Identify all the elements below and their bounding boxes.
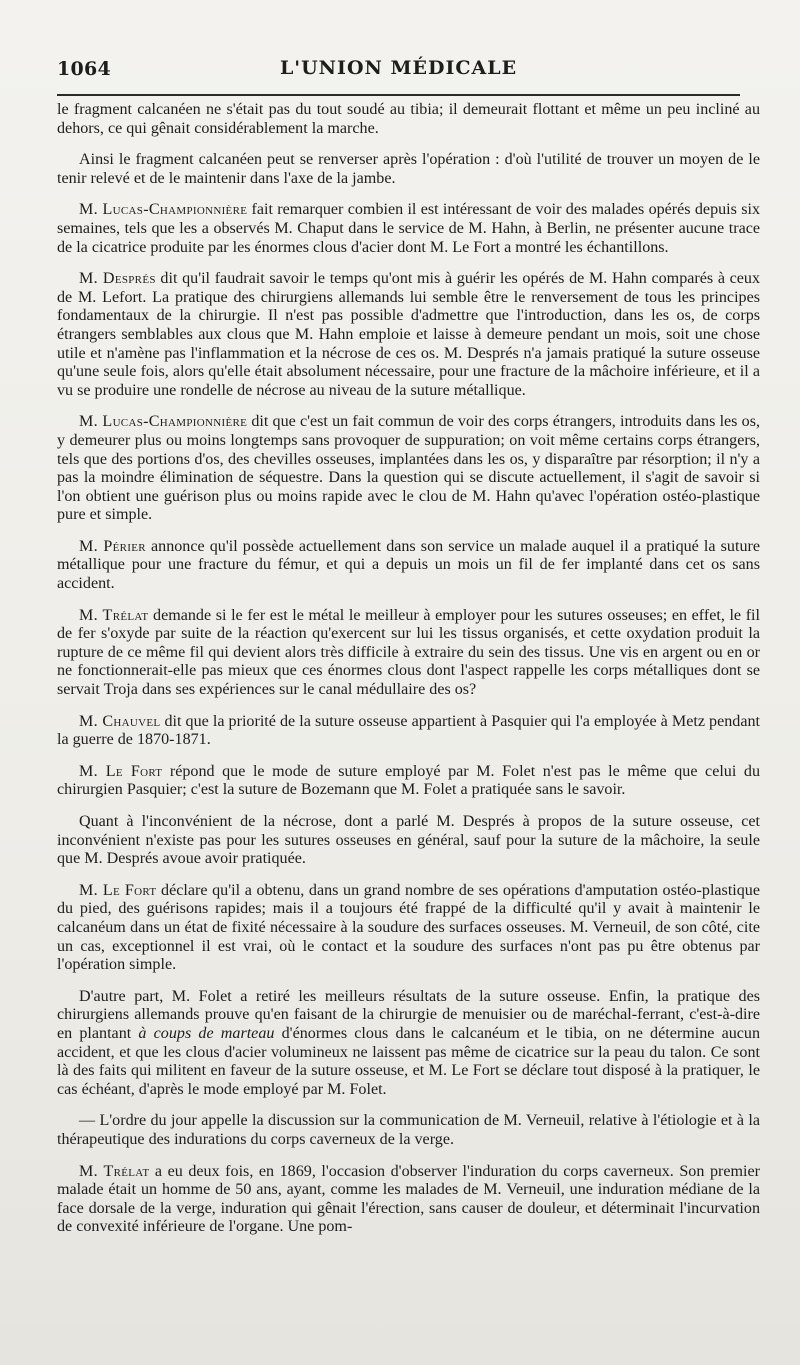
italic-phrase: à coups de marteau bbox=[138, 1024, 275, 1042]
paragraph: M. Chauvel dit que la priorité de la suture osseuse appartient à Pasquier qui l'a employée à Metz pendant la guerre de 1870-1871. bbox=[57, 712, 760, 749]
paragraph: M. Trélat a eu deux fois, en 1869, l'occasion d'observer l'induration du corps caverneux. Son premier malade était un homme de 50 ans, ayant, comme les malades de M. Verneuil, une induration médiane de la face dorsale de la verge, induration qui gênait l'érection, sans causer de douleur, et déterminait l'incurvation de convexité inférieure de l'organe. Une pom- bbox=[57, 1162, 760, 1236]
paragraph: M. Trélat demande si le fer est le métal le meilleur à employer pour les sutures osseuses; en effet, le fil de fer s'oxyde par suite de la réaction qu'exercent sur lui les tissus organisés, et cette oxydation produit la rupture de ce même fil qui devient alors très difficile à extraire du sein des tissus. Une vis en argent ou en or ne fonctionnerait-elle pas mieux que ces énormes clous dont l'aspect rappelle les corps métalliques dont se servait Troja dans ses expériences sur le canal médullaire des os? bbox=[57, 606, 760, 699]
paragraph: Ainsi le fragment calcanéen peut se renverser après l'opération : d'où l'utilité de trouver un moyen de le tenir relevé et de le maintenir dans l'axe de la jambe. bbox=[57, 151, 760, 187]
paragraph: M. Le Fort répond que le mode de suture employé par M. Folet n'est pas le même que celui du chirurgien Pasquier; c'est la suture de Bozemann que M. Folet a pratiquée sans le savoir. bbox=[57, 762, 760, 799]
speaker-name: M. Chauvel bbox=[79, 712, 161, 730]
paragraph: le fragment calcanéen ne s'était pas du tout soudé au tibia; il demeurait flottant et même un peu incliné au dehors, ce qui gênait considérablement la marche. bbox=[57, 101, 760, 137]
article-body bbox=[57, 101, 760, 1250]
speaker-name: M. Le Fort bbox=[79, 881, 157, 899]
paragraph: M. Lucas-Championnière dit que c'est un fait commun de voir des corps étrangers, introduits dans les os, y demeurer plus ou moins longtemps sans provoquer de suppuration; on voit même certains corps étrangers, tels que des portions d'os, des chevilles osseuses, implantées dans les os, y disparaître par résorption; il n'y a pas la moindre élimination de séquestre. Dans la question qui se discute actuellement, il s'agit de savoir si l'on obtient une guérison plus ou moins rapide avec le clou de M. Hahn qu'avec l'opération ostéo-plastique pure et simple. bbox=[57, 413, 760, 524]
paragraph: M. Després dit qu'il faudrait savoir le temps qu'ont mis à guérir les opérés de M. Hahn comparés à ceux de M. Lefort. La pratique des chirurgiens allemands lui semble être le renversement de tous les principes fondamentaux de la chirurgie. Il n'est pas possible d'admettre que l'introduction, dans les os, de corps étrangers semblables aux clous que M. Hahn emploie et laisse à demeure pendant un mois, soit une chose utile et n'amène pas l'inflammation et la nécrose de ces os. M. Després n'a jamais pratiqué la suture osseuse qu'une seule fois, alors qu'elle était absolument nécessaire, pour une fracture de la mâchoire inférieure, et il a vu se produire une rondelle de nécrose au niveau de la suture métallique. bbox=[57, 270, 761, 399]
speaker-name: M. Després bbox=[79, 270, 156, 288]
paragraph: M. Lucas-Championnière fait remarquer combien il est intéressant de voir des malades opérés depuis six semaines, tels que les a observés M. Chaput dans le service de M. Hahn, à Berlin, ne présenter aucune trace de la cicatrice produite par les énormes clous d'acier dont M. Le Fort a montré les échantillons. bbox=[57, 201, 760, 256]
header-rule bbox=[57, 94, 740, 96]
running-title: L'UNION MÉDICALE bbox=[279, 57, 518, 79]
paragraph: — L'ordre du jour appelle la discussion sur la communication de M. Verneuil, relative à l'étiologie et à la thérapeutique des indurations du corps caverneux de la verge. bbox=[57, 1112, 760, 1148]
speaker-name: M. Le Fort bbox=[79, 762, 163, 780]
speaker-name: M. Lucas-Championnière bbox=[79, 413, 248, 431]
speaker-name: M. Périer bbox=[79, 537, 146, 555]
speaker-name: M. Lucas-Championnière bbox=[79, 201, 248, 219]
page-number: 1064 bbox=[57, 58, 112, 80]
speaker-name: M. Trélat bbox=[79, 606, 149, 624]
paragraph: M. Périer annonce qu'il possède actuellement dans son service un malade auquel il a pratiqué la suture métallique pour une fracture du fémur, et qui a depuis un mois un fil de fer implanté dans cet os sans accident. bbox=[57, 537, 760, 593]
page-header bbox=[57, 52, 740, 92]
paragraph: M. Le Fort déclare qu'il a obtenu, dans un grand nombre de ses opérations d'amputation ostéo-plastique du pied, des guérisons rapides; mais il a toujours été frappé de la difficulté qu'il y avait à maintenir le calcanéum dans un état de fixité nécessaire à la soudure des surfaces osseuses. M. Verneuil, de son côté, cite un cas, exceptionnel il est vrai, où le contact et la soudure des surfaces n'ont pas pu être obtenus par l'opération simple. bbox=[57, 881, 760, 974]
paragraph: D'autre part, M. Folet a retiré les meilleurs résultats de la suture osseuse. Enfin, la pratique des chirurgiens allemands prouve qu'en faisant de la chirurgie de menuisier ou de maréchal-ferrant, c'est-à-dire en plantant à coups de marteau d'énormes clous dans le calcanéum et le tibia, on ne détermine aucun accident, et que les clous d'acier volumineux ne laissent pas même de cicatrice sur la peau du talon. Ce sont là des faits qui militent en faveur de la suture osseuse, et M. Le Fort se déclare tout disposé à la pratiquer, le cas échéant, d'après le mode employé par M. Folet. bbox=[57, 987, 761, 1098]
paragraph: Quant à l'inconvénient de la nécrose, dont a parlé M. Després à propos de la suture osseuse, cet inconvénient n'existe pas pour les sutures osseuses en général, sauf pour la suture de la mâchoire, la seule que M. Després avoue avoir pratiquée. bbox=[57, 813, 760, 868]
speaker-name: M. Trélat bbox=[79, 1162, 150, 1180]
